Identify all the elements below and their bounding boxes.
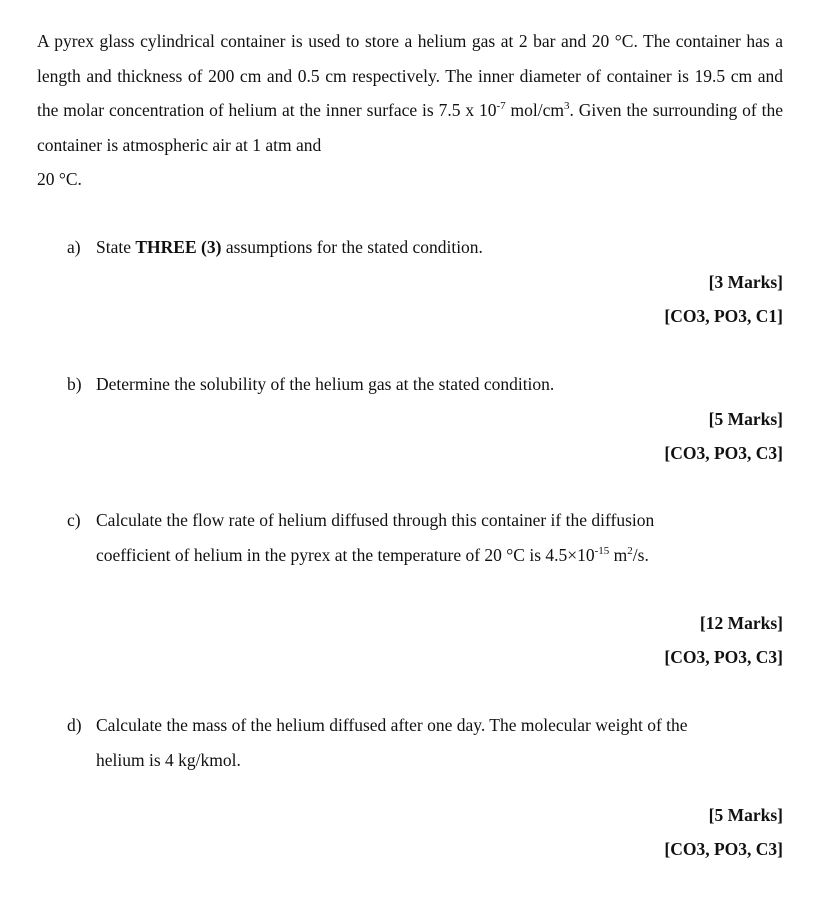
question-a-marks-value: [3 Marks] [708,272,783,292]
question-b-outcomes: [CO3, PO3, C3] [664,443,783,463]
question-c-line-1: Calculate the flow rate of helium diffused through this container if the diffusion [96,510,655,530]
intro-exponent-2: 3 [564,99,570,112]
question-c-exponent-2: 2 [627,544,633,557]
question-c-line-2-part-2: m [609,544,628,565]
question-a-marks [664,265,783,333]
question-c-letter: c) [67,510,81,530]
question-c-line-2-part-1: coefficient of helium in the pyrex at the temperature of 20 °C is 4.5×10 [96,544,595,565]
question-c-exponent-1: -15 [594,544,610,557]
question-d-marks [664,798,783,866]
question-b-letter: b) [67,374,82,394]
intro-text-1: A pyrex glass cylindrical container is used to store a helium gas at 2 bar and 20 °C. The container has a length and thickness of 200 cm and 0.5 cm respectively. The inner diameter of container is 19.5 cm and the molar concentration of helium at the inner surface is 7.5 x 10 [37,31,783,120]
question-c-marks-value: [12 Marks] [699,613,783,633]
question-a-outcomes: [CO3, PO3, C1] [664,306,783,326]
question-c-line-2-part-3: /s. [632,544,649,565]
question-c-marks [664,606,783,674]
intro-exponent-1: -7 [496,99,506,112]
problem-statement [37,24,783,197]
question-c-line-2 [96,538,767,573]
question-a-letter: a) [67,237,81,257]
question-a [67,230,767,265]
question-b-marks-value: [5 Marks] [708,409,783,429]
intro-text-2: mol/cm [505,100,565,120]
question-b [67,367,767,402]
question-d [67,708,767,777]
intro-text-3: . Given the surrounding of the container is atmospheric air at 1 atm and [37,100,784,155]
question-d-outcomes: [CO3, PO3, C3] [664,839,783,859]
question-a-bold: THREE (3) [135,237,222,257]
question-d-line-2: helium is 4 kg/kmol. [96,749,241,770]
question-b-marks [664,402,783,470]
question-a-text [96,230,767,265]
question-d-letter: d) [67,715,82,735]
question-a-prefix: State [96,237,136,257]
question-d-text [96,708,767,777]
intro-text-last: 20 °C. [37,169,82,189]
question-d-line-1: Calculate the mass of the helium diffused after one day. The molecular weight of the [96,715,688,735]
question-a-suffix: assumptions for the stated condition. [221,237,483,257]
question-c-outcomes: [CO3, PO3, C3] [664,647,783,667]
question-d-marks-value: [5 Marks] [708,805,783,825]
question-c [67,503,767,572]
question-b-text: Determine the solubility of the helium gas at the stated condition. [96,374,555,394]
question-c-text [96,503,767,572]
